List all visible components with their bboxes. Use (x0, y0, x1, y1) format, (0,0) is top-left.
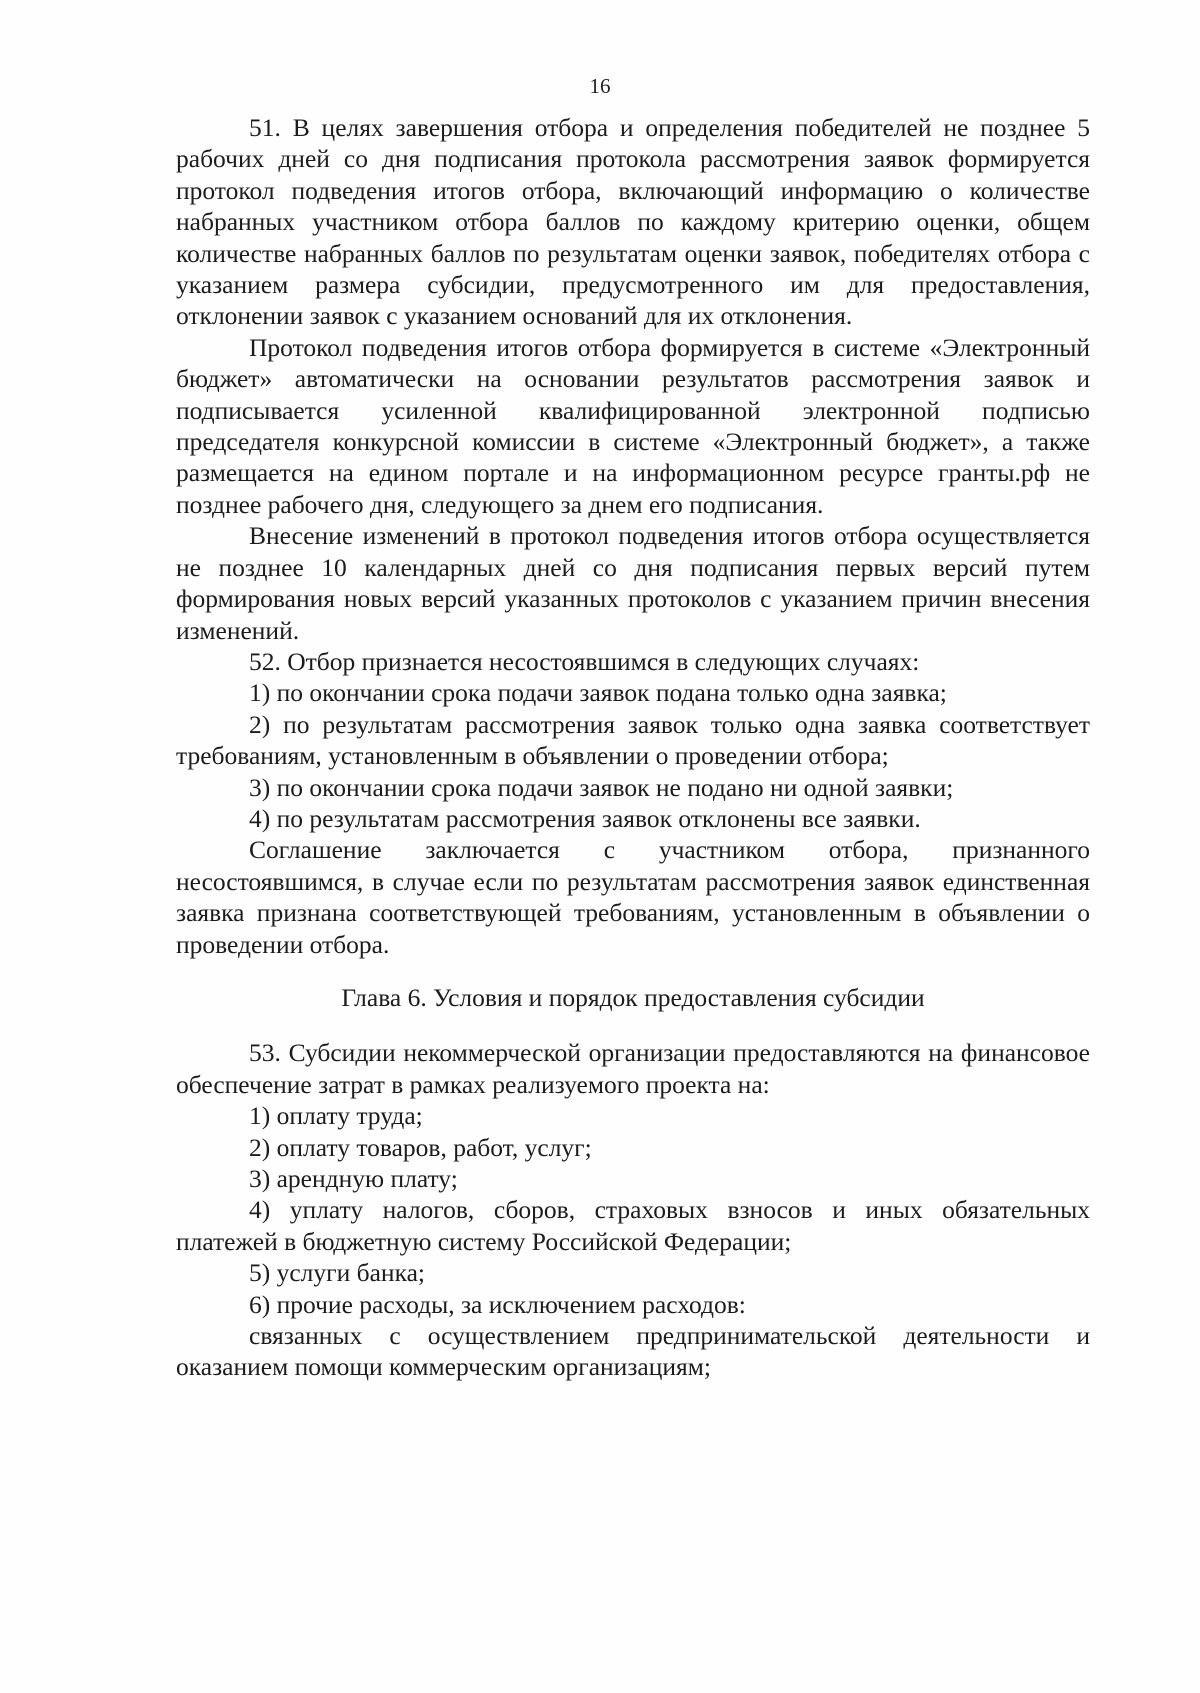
paragraph-53: 53. Субсидии некоммерческой организации предоставляются на финансовое обеспечение затрат в рамках реализуемого проекта на: (176, 1038, 1090, 1099)
list-item-52-1: 1) по окончании срока подачи заявок подана только одна заявка; (249, 678, 947, 708)
list-item-53-1: 1) оплату труда; (249, 1101, 423, 1131)
page-number: 16 (589, 74, 611, 98)
paragraph-protocol-formation: Протокол подведения итогов отбора формируется в системе «Электронный бюджет» автоматически на основании результатов рассмотрения заявок и подписывается усиленной квалифицированной электронной подписью председателя конкурсной комиссии в системе «Электронный бюджет», а также размещается на едином портале и на информационном ресурсе гранты.рф не позднее рабочего дня, следующего за днем его подписания. (176, 332, 1090, 519)
list-item-53-4: 4) уплату налогов, сборов, страховых взносов и иных обязательных платежей в бюджетную систему Российской Федерации; (176, 1195, 1090, 1256)
list-item-53-5: 5) услуги банка; (249, 1258, 425, 1288)
list-item-52-3: 3) по окончании срока подачи заявок не подано ни одной заявки; (249, 772, 954, 802)
paragraph-agreement: Соглашение заключается с участником отбора, признанного несостоявшимся, в случае если по результатам рассмотрения заявок единственная заявка признана соответствующей требованиям, установленным в объявлении о проведении отбора. (176, 835, 1090, 959)
list-item-53-6: 6) прочие расходы, за исключением расходов: (249, 1289, 746, 1319)
list-item-53-3: 3) арендную плату; (249, 1164, 458, 1193)
list-item-52-4: 4) по результатам рассмотрения заявок отклонены все заявки. (249, 803, 921, 833)
list-item-53-2: 2) оплату товаров, работ, услуг; (249, 1132, 592, 1162)
paragraph-51: 51. В целях завершения отбора и определения победителей не позднее 5 рабочих дней со дня подписания протокола рассмотрения заявок формируется протокол подведения итогов отбора, включающий информацию о количестве набранных участником отбора баллов по каждому критерию оценки, общем количестве набранных баллов по результатам оценки заявок, победителях отбора с указанием размера субсидии, предусмотренного им для предоставления, отклонении заявок с указанием оснований для их отклонения. (176, 113, 1090, 331)
paragraph-protocol-changes: Внесение изменений в протокол подведения итогов отбора осуществляется не позднее 10 календарных дней со дня подписания первых версий путем формирования новых версий указанных протоколов с указанием причин внесения изменений. (176, 521, 1090, 645)
list-item-52-2: 2) по результатам рассмотрения заявок только одна заявка соответствует требованиям, установленным в объявлении о проведении отбора; (176, 709, 1090, 771)
document-body (176, 112, 1090, 1383)
chapter-heading: Глава 6. Условия и порядок предоставления субсидии (341, 982, 925, 1012)
paragraph-52: 52. Отбор признается несостоявшимся в следующих случаях: (249, 646, 920, 676)
sub-item-entrepreneurial: связанных с осуществлением предпринимательской деятельности и оказанием помощи коммерческим организациям; (176, 1321, 1090, 1382)
